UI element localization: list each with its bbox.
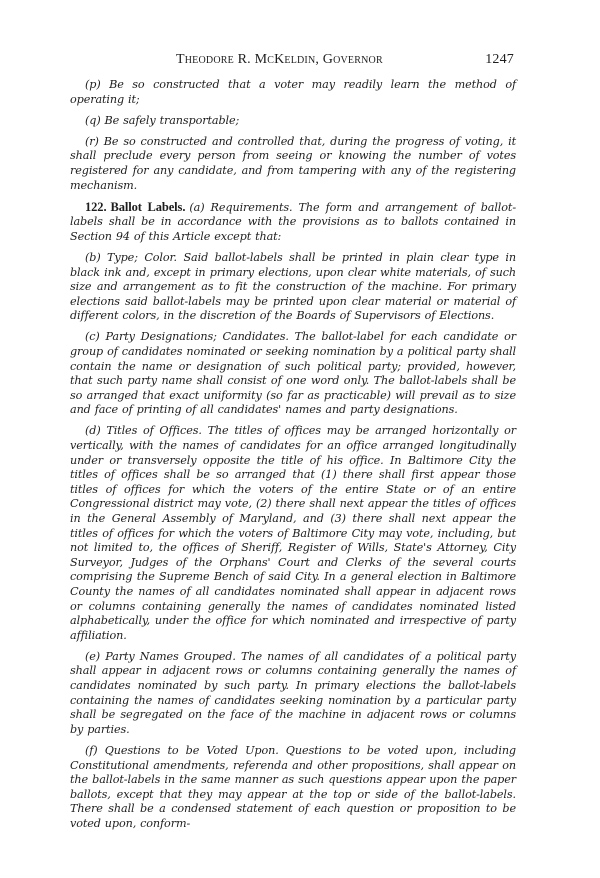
paragraph-d: (d) Titles of Offices. The titles of offices may be arranged horizontally or vertically, with the names of candidates for an office arranged longitudinally under or transversely opposite the title of his office. In Baltimore City the titles of offices shall be so arranged that (1) there shall first appear those titles of offices for which the voters of the entire State or of an entire Congressional district may vote, (2) there shall next appear the titles of offices in the General Assembly of Maryland, and (3) there shall next appear the titles of offices for which the voters of Baltimore City may vote, including, but not limited to, the offices of Sheriff, Register of Wills, State's Attorney, City Surveyor, Judges of the Orphans' Court and Clerks of the several courts comprising the Supreme Bench of said City. In a general election in Baltimore County the names of all candidates nominated shall appear in adjacent rows or columns containing generally the names of candidates nominated listed alphabetically, under the office for which nominated and irrespective of party affiliation. xyxy=(70,424,516,642)
page-number: 1247 xyxy=(485,52,514,67)
paragraph-q: (q) Be safely transportable; xyxy=(85,113,240,127)
paragraph-a-text: (a) Requirements. The form and arrangement of ballot-labels shall be in accordance with the provisions as to ballots contained in Section 94 of this Article except that: xyxy=(70,200,516,243)
paragraph-e: (e) Party Names Grouped. The names of all candidates of a political party shall appear in adjacent rows or columns containing generally the names of candidates nominated by such party. In primary elections the ballot-labels containing the names of candidates seeking nomination by a particular party shall be segregated on the face of the machine in adjacent rows or columns by parties. xyxy=(70,649,516,736)
paragraph-f: (f) Questions to be Voted Upon. Questions to be voted upon, including Constitutional amendments, referenda and other propositions, shall appear on the ballot-labels in the same manner as such questions appear upon the paper ballots, except that they may appear at the top or side of the ballot-labels. There shall be a condensed statement of each question or proposition to be voted upon, conform- xyxy=(70,743,516,830)
paragraph-b: (b) Type; Color. Said ballot-labels shall be printed in plain clear type in black ink and, except in primary elections, upon clear white materials, of such size and arrangement as to fit the construction of the machine. For primary elections said ballot-labels may be printed upon clear material or material of different colors, in the discretion of the Boards of Supervisors of Elections. xyxy=(70,250,516,323)
paragraph-p: (p) Be so constructed that a voter may readily learn the method of operating it; xyxy=(70,78,516,106)
running-head-title: Theodore R. McKeldin, Governor xyxy=(176,52,383,67)
paragraph-r: (r) Be so constructed and controlled that, during the progress of voting, it shall preclude every person from seeing or knowing the number of votes registered for any candidate, and from tampering with any of the registering mechanism. xyxy=(70,134,516,192)
section-number: 122. xyxy=(85,199,107,214)
section-heading: Ballot Labels. xyxy=(110,199,186,214)
running-head xyxy=(70,50,516,72)
paragraph-c: (c) Party Designations; Candidates. The ballot-label for each candidate or group of candidates nominated or seeking nomination by a political party shall contain the name or designation of such political party; provided, however, that such party name shall consist of one word only. The ballot-labels shall be so arranged that exact uniformity (so far as practicable) will prevail as to size and face of printing of all candidates' names and party designations. xyxy=(70,330,516,417)
document-page xyxy=(70,50,516,838)
section-122-paragraph xyxy=(70,200,516,245)
